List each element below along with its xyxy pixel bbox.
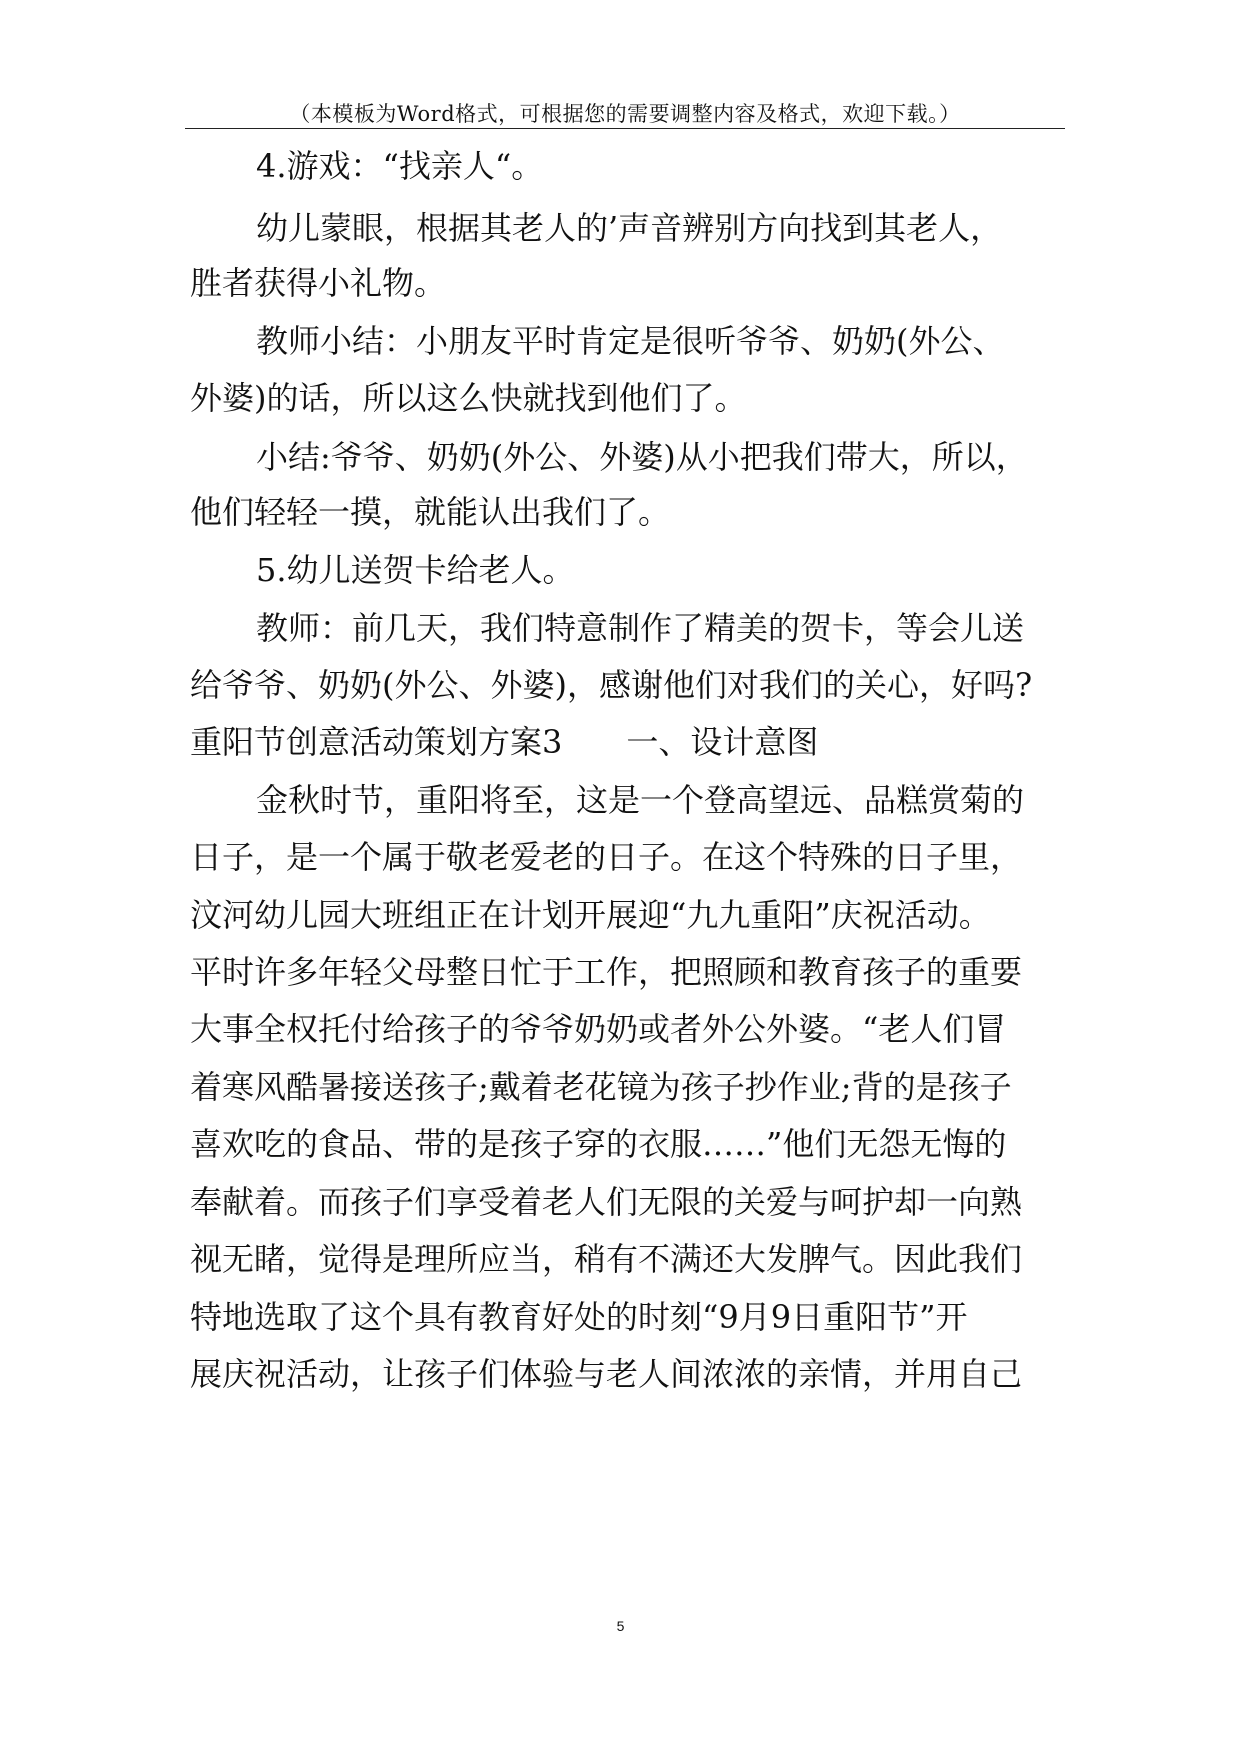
text-line: 他们轻轻一摸，就能认出我们了。	[190, 493, 671, 531]
section-heading: 重阳节创意活动策划方案3 一、设计意图	[190, 723, 819, 761]
text-line: 小结:爷爷、奶奶(外公、外婆)从小把我们带大，所以，	[256, 438, 1028, 476]
text-line: 胜者获得小礼物。	[190, 264, 447, 302]
text-line: 汶河幼儿园大班组正在计划开展迎“九九重阳”庆祝活动。	[190, 896, 991, 934]
template-notice: （本模板为Word格式，可根据您的需要调整内容及格式，欢迎下载。）	[289, 102, 961, 126]
text-line: 展庆祝活动，让孩子们体验与老人间浓浓的亲情，并用自己	[190, 1355, 1023, 1393]
text-line: 教师小结：小朋友平时肯定是很听爷爷、奶奶(外公、	[256, 322, 1005, 360]
text-line: 教师：前几天，我们特意制作了精美的贺卡，等会儿送	[256, 609, 1025, 647]
text-line: 视无睹，觉得是理所应当，稍有不满还大发脾气。因此我们	[190, 1240, 1023, 1278]
text-line: 喜欢吃的食品、带的是孩子穿的衣服……”他们无怨无悔的	[190, 1125, 1007, 1163]
text-line: 4.游戏：“找亲人“。	[256, 147, 544, 185]
header-divider	[185, 128, 1065, 129]
text-line: 特地选取了这个具有教育好处的时刻“9月9日重阳节”开	[190, 1298, 968, 1336]
page-number: 5	[616, 1618, 625, 1634]
text-line: 日子，是一个属于敬老爱老的日子。在这个特殊的日子里，	[190, 838, 1023, 876]
text-line: 5.幼儿送贺卡给老人。	[256, 551, 575, 589]
text-line: 给爷爷、奶奶(外公、外婆)，感谢他们对我们的关心，好吗?	[190, 666, 1033, 704]
text-line: 奉献着。而孩子们享受着老人们无限的关爱与呵护却一向熟	[190, 1183, 1023, 1221]
text-line: 金秋时节，重阳将至，这是一个登高望远、品糕赏菊的	[256, 781, 1025, 819]
text-line: 外婆)的话，所以这么快就找到他们了。	[190, 379, 747, 417]
text-line: 幼儿蒙眼，根据其老人的’声音辨别方向找到其老人，	[256, 209, 1003, 247]
text-line: 平时许多年轻父母整日忙于工作，把照顾和教育孩子的重要	[190, 953, 1023, 991]
text-line: 着寒风酷暑接送孩子;戴着老花镜为孩子抄作业;背的是孩子	[190, 1068, 1012, 1106]
text-line: 大事全权托付给孩子的爷爷奶奶或者外公外婆。“老人们冒	[190, 1010, 1007, 1048]
